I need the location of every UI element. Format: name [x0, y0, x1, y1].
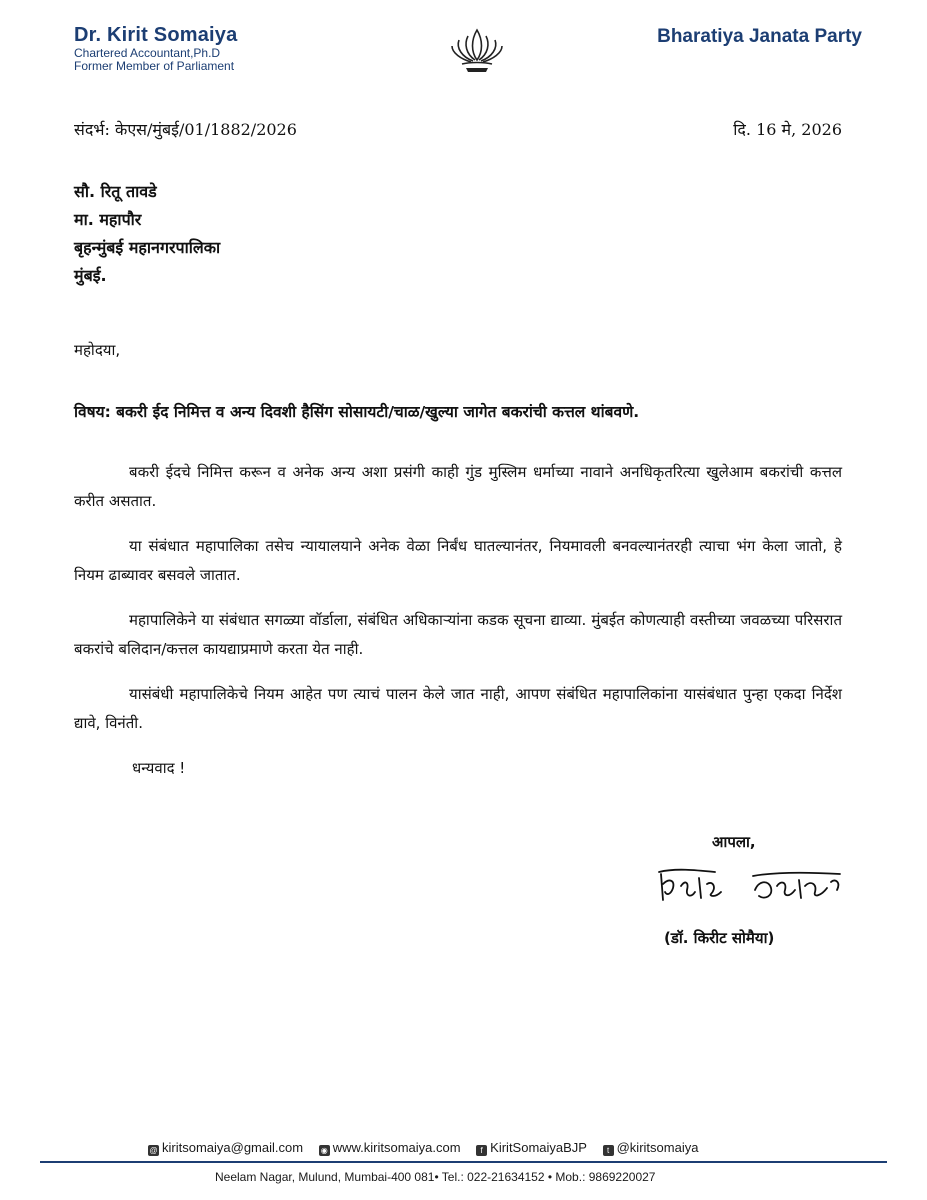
recipient-name: सौ. रितू तावडे [74, 182, 157, 201]
recipient-city: मुंबई. [74, 266, 107, 285]
letter-date: दि. 16 मे, 2026 [733, 120, 842, 139]
sender-name: Dr. Kirit Somaiya [74, 24, 238, 46]
website-text: www.kiritsomaiya.com [332, 1140, 461, 1155]
sender-qualification: Chartered Accountant,Ph.D [74, 46, 221, 60]
letterhead-sender [74, 24, 237, 73]
footer-divider [40, 1161, 887, 1163]
footer-contacts [148, 1140, 788, 1156]
body-paragraph: महापालिकेने या संबंधात सगळ्या वॉर्डाला, संबंधित अधिकाऱ्यांना कडक सूचना द्याव्या. मुंबईत कोणत्याही वस्तीच्या जवळच्या परिसरात बकरांचे बलिदान/कत्तल कायद्याप्रमाणे करता येत नाही. [74, 611, 842, 658]
footer-facebook[interactable] [476, 1140, 587, 1156]
footer-address: Neelam Nagar, Mulund, Mumbai-400 081• Tel.: 022-21634152 • Mob.: 9869220027 [215, 1170, 656, 1184]
handwritten-signature [655, 860, 855, 908]
recipient-title: मा. महापौर [74, 210, 142, 229]
subject-line: विषय: बकरी ईद निमित्त व अन्य दिवशी हैसिंग सोसायटी/चाळ/खुल्या जागेत बकरांची कत्तल थांबवणे. [74, 403, 640, 421]
salutation: महोदया, [74, 341, 121, 359]
thanks-line: धन्यवाद ! [132, 759, 186, 777]
party-name: Bharatiya Janata Party [657, 26, 862, 47]
recipient-organization: बृहन्मुंबई महानगरपालिका [74, 238, 221, 257]
signer-name: (डॉ. किरीट सोमैया) [664, 929, 775, 947]
recipient-address [74, 178, 220, 290]
globe-icon: ◉ [319, 1145, 330, 1156]
reference-number: संदर्भ: केएस/मुंबई/01/1882/2026 [74, 120, 297, 139]
facebook-icon: f [476, 1145, 487, 1156]
body-paragraph: या संबंधात महापालिका तसेच न्यायालयाने अनेक वेळा निर्बंध घातल्यानंतर, नियमावली बनवल्यानंतरही त्याचा भंग केला जातो, हे नियम ढाब्यावर बसवले जातात. [74, 537, 842, 584]
body-paragraph: बकरी ईदचे निमित्त करून व अनेक अन्य अशा प्रसंगी काही गुंड मुस्लिम धर्माच्या नावाने अनधिकृतरित्या खुलेआम बकरांची कत्तल करीत असतात. [74, 463, 842, 510]
facebook-text: KiritSomaiyaBJP [490, 1140, 587, 1155]
footer-twitter[interactable] [603, 1140, 699, 1156]
twitter-text: @kiritsomaiya [616, 1140, 699, 1155]
email-icon: @ [149, 1146, 158, 1155]
sender-position: Former Member of Parliament [74, 59, 235, 73]
letter-body [74, 458, 842, 799]
lotus-logo-icon [448, 22, 506, 78]
twitter-icon: t [603, 1145, 614, 1156]
footer-email[interactable] [148, 1140, 303, 1156]
footer-website[interactable] [319, 1140, 461, 1156]
body-paragraph: यासंबंधी महापालिकेचे नियम आहेत पण त्याचं पालन केले जात नाही, आपण संबंधित महापालिकांना यासंबंधात पुन्हा एकदा निर्देश द्यावे, विनंती. [74, 685, 842, 732]
closing: आपला, [712, 833, 756, 851]
email-text: kiritsomaiya@gmail.com [162, 1140, 304, 1155]
